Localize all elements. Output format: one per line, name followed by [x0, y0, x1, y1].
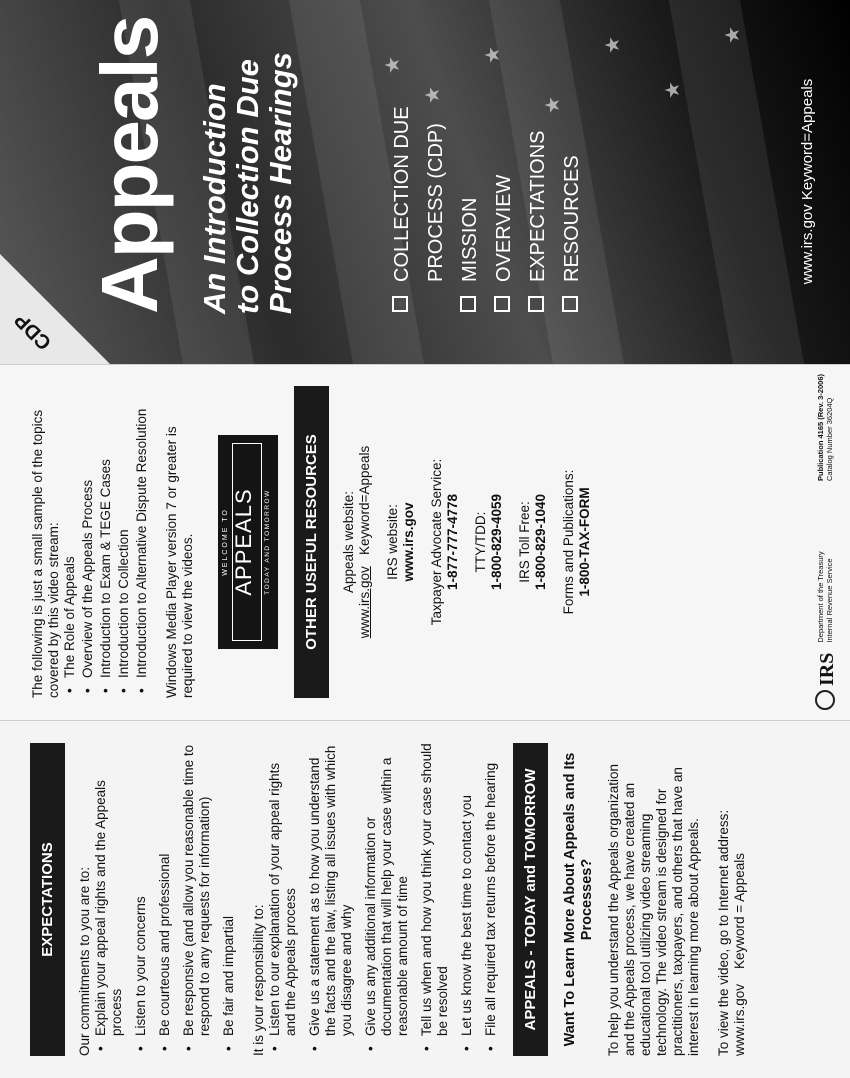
eagle-icon	[815, 690, 835, 710]
logo-appeals: APPEALS	[231, 488, 256, 596]
checkbox-icon	[528, 296, 544, 312]
expectations-heading: EXPECTATIONS	[30, 743, 65, 1056]
toc-item-expectations: EXPECTATIONS	[521, 106, 555, 312]
today-tomorrow-heading: APPEALS - TODAY and TOMORROW	[513, 743, 548, 1056]
cover-title: Appeals	[85, 16, 174, 314]
checkbox-icon	[392, 296, 408, 312]
list-item: • Let us know the best time to contact you	[459, 743, 475, 1056]
cover-website[interactable]: www.irs.gov Keyword=Appeals	[799, 78, 816, 285]
star-icon: ★	[722, 26, 744, 44]
view-video-line: To view the video, go to Internet address:	[716, 809, 731, 1056]
appeals-website-link[interactable]: www.irs.gov	[357, 566, 372, 639]
list-item: • Listen to your concerns	[133, 743, 149, 1056]
checkbox-icon	[494, 296, 510, 312]
toc-item-mission: MISSION	[453, 106, 487, 312]
list-item: • Give us a statement as to how you understand the facts and the law, listing all issues with which you disagree and why	[307, 743, 355, 1056]
toc-item-overview: OVERVIEW	[487, 106, 521, 312]
list-item: • Overview of the Appeals Process	[80, 386, 96, 698]
list-item: • Introduction to Exam & TEGE Cases	[98, 386, 114, 698]
panel-cover	[0, 0, 850, 365]
view-video-address: www.irs.gov Keyword = Appeals	[732, 853, 747, 1056]
list-item: • The Role of Appeals	[62, 386, 78, 698]
star-icon: ★	[542, 96, 564, 114]
cover-subtitle: An Introduction to Collection Due Process Hearings	[197, 52, 298, 314]
checkbox-icon	[460, 296, 476, 312]
star-icon: ★	[602, 36, 624, 54]
learn-more-heading: Want To Learn More About Appeals and Its Processes?	[562, 752, 595, 1047]
list-item: • Be responsive (and allow you reasonable time to respond to any requests for information)	[181, 743, 213, 1056]
list-item: • Be courteous and professional	[157, 743, 173, 1056]
cdp-corner-label: CDP	[10, 308, 56, 354]
toc-item-resources: RESOURCES	[555, 106, 589, 312]
list-item: • Introduction to Alternative Dispute Resolution	[134, 386, 150, 698]
list-item: • Give us any additional information or documentation that will help your case within a reasonable amount of time	[363, 743, 411, 1056]
irs-toll-free: IRS Toll Free: 1-800-829-1040	[517, 493, 548, 591]
topics-list	[62, 386, 150, 698]
list-item: • Explain your appeal rights and the Appeals process	[93, 743, 125, 1056]
panel-expectations	[0, 721, 850, 1078]
irs-website: IRS website: www.irs.gov	[385, 386, 417, 698]
checkbox-icon	[562, 296, 578, 312]
resources-heading: OTHER USEFUL RESOURCES	[294, 386, 329, 698]
responsibilities-intro: It is your responsibility to:	[251, 904, 266, 1056]
irs-website-link[interactable]: www.irs.gov	[401, 502, 416, 582]
list-item: • Introduction to Collection	[116, 386, 132, 698]
list-item: • Tell us when and how you think your case should be resolved	[419, 743, 451, 1056]
appeals-website: Appeals website: www.irs.gov Keyword=Appeals	[341, 445, 372, 639]
list-item: • File all required tax returns before the hearing	[483, 743, 499, 1056]
toc-item-cdp: COLLECTION DUE	[385, 106, 419, 312]
star-icon: ★	[662, 81, 684, 99]
cover-contents: COLLECTION DUE PROCESS (CDP) MISSION OVERVIEW EXPECTATIONS RESOURCES	[385, 106, 589, 312]
star-icon: ★	[422, 86, 444, 104]
tty-tdd: TTY/TDD: 1-800-829-4059	[473, 493, 504, 591]
commitments-list	[93, 743, 237, 1056]
commitments-intro: Our commitments to you are to:	[77, 866, 92, 1056]
wmp-note: Windows Media Player version 7 or greater is required to view the videos.	[164, 426, 195, 698]
irs-logo: IRS	[815, 653, 835, 710]
forms-publications: Forms and Publications: 1-800-TAX-FORM	[561, 469, 592, 615]
logo-tagline: TODAY AND TOMORROW	[264, 489, 271, 595]
topics-intro: The following is just a small sample of the topics covered by this video stream:	[30, 409, 61, 698]
panel-resources	[0, 364, 850, 721]
star-icon: ★	[482, 46, 504, 64]
video-paragraph: To help you understand the Appeals organization and the Appeals process, we have created an educational tool utilizing video streaming technology. The video stream is designed for practitioners, taxpayers, and others that have an interest in learning more about Appeals.	[606, 764, 701, 1056]
taxpayer-advocate: Taxpayer Advocate Service: 1-877-777-4778	[429, 458, 460, 626]
list-item: • Be fair and impartial	[221, 743, 237, 1056]
publication-footer	[808, 374, 842, 710]
star-icon: ★	[382, 56, 404, 74]
publication-number: Publication 4165 (Rev. 3-2006) Catalog Number 36204Q	[816, 374, 834, 481]
responsibilities-list	[267, 743, 499, 1056]
list-item: • Listen to our explanation of your appeal rights and the Appeals process	[267, 743, 299, 1056]
appeals-video-logo	[218, 435, 278, 649]
logo-welcome: WELCOME TO	[222, 508, 229, 576]
treasury-text: Department of the Treasury Internal Revenue Service	[816, 551, 834, 643]
